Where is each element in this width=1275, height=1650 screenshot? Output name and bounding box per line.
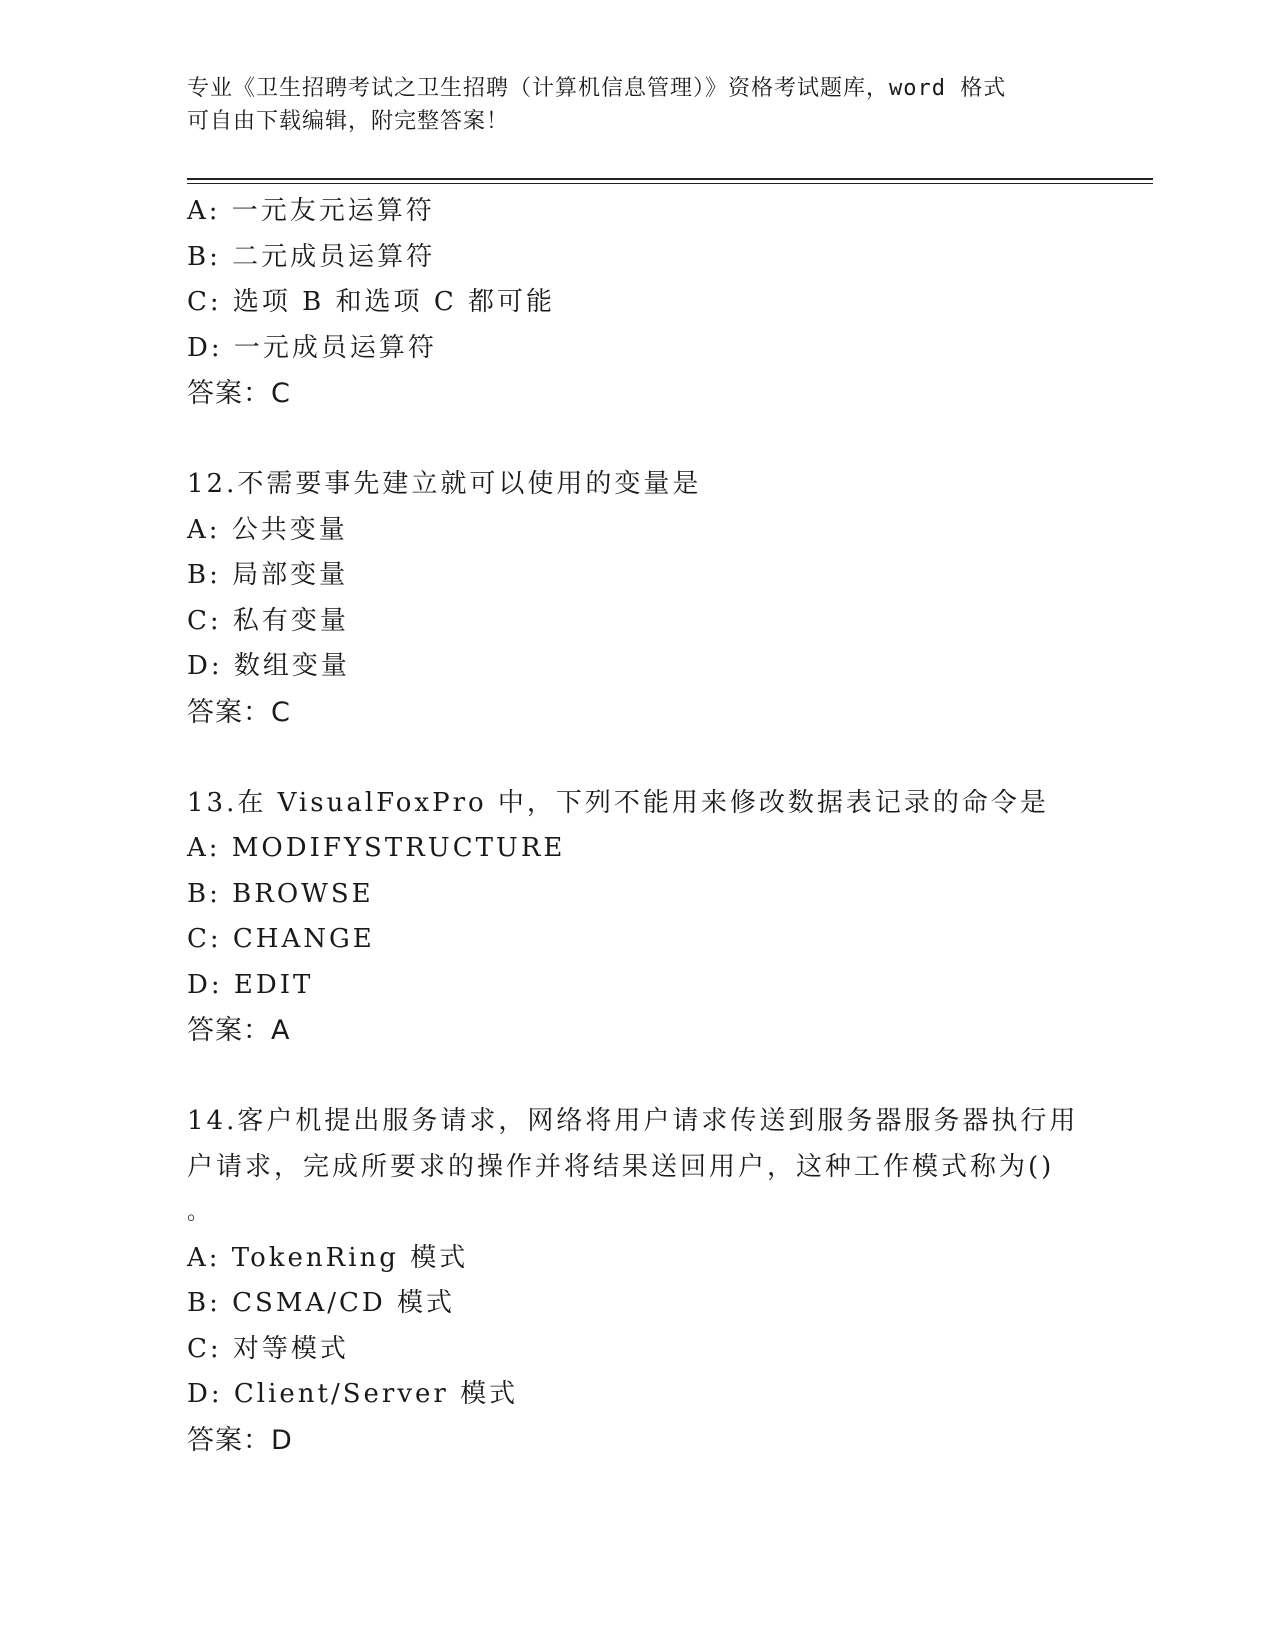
answer: 答案：C [187,696,291,728]
question-stem: 13.在 VisualFoxPro 中，下列不能用来修改数据表记录的命令是 [187,787,1049,818]
option-d: D: Client/Server 模式 [187,1379,519,1409]
option-d: D: 一元成员运算符 [187,332,437,363]
question-stem-line-3: 。 [187,1200,210,1225]
option-b: B: 二元成员运算符 [187,241,436,272]
question-14 [187,1099,1087,1463]
option-b: B: CSMA/CD 模式 [187,1288,455,1318]
question-11 [187,189,1087,417]
header-line-1: 专业《卫生招聘考试之卫生招聘（计算机信息管理）》资格考试题库，word 格式 [187,76,1007,101]
question-12 [187,462,1087,735]
option-a: A: MODIFYSTRUCTURE [187,833,566,863]
question-stem-line-2: 户请求，完成所要求的操作并将结果送回用户，这种工作模式称为() [187,1151,1055,1182]
answer: 答案：A [187,1015,291,1046]
option-c: C: CHANGE [187,924,375,954]
option-c: C: 对等模式 [187,1333,349,1364]
header-line-2: 可自由下载编辑，附完整答案！ [187,109,510,134]
question-stem-line-1: 14.客户机提出服务请求，网络将用户请求传送到服务器服务器执行用 [187,1106,1079,1136]
option-c: C: 私有变量 [187,605,349,636]
option-d: D: EDIT [187,969,314,1000]
spacer [187,1054,1087,1100]
option-b: B: BROWSE [187,878,374,909]
option-a: A: 一元友元运算符 [187,196,435,226]
answer: 答案：C [187,378,291,409]
option-a: A: TokenRing 模式 [187,1242,469,1273]
header-divider-thin [187,183,1153,184]
document-header [187,72,1087,138]
option-d: D: 数组变量 [187,651,350,681]
header-divider-thick [187,178,1153,180]
spacer [187,417,1087,463]
spacer [187,735,1087,781]
question-list [187,189,1087,1463]
option-b: B: 局部变量 [187,560,349,590]
question-13 [187,781,1087,1054]
answer: 答案：D [187,1424,293,1456]
option-a: A: 公共变量 [187,514,348,545]
option-c: C: 选项 B 和选项 C 都可能 [187,287,555,317]
question-stem: 12.不需要事先建立就可以使用的变量是 [187,469,702,499]
